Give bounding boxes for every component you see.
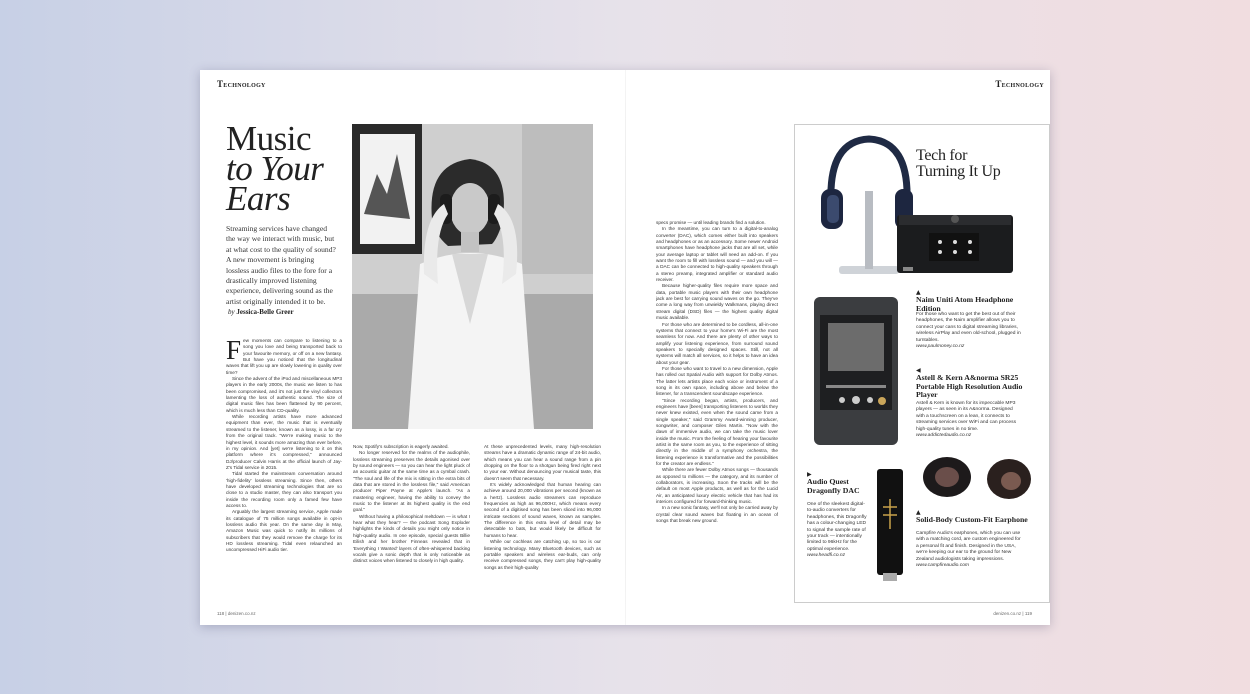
body-column-4 (656, 220, 778, 600)
body-column-1 (226, 338, 342, 606)
standfirst: Streaming services have changed the way we interact with music, but at what cost to the quality of sound? A new movement is bringing lossless audio files to the fore for a drastically improved listening experience, delivering sound as the artist originally intended it to be. (226, 224, 336, 306)
naim-amplifier-image (895, 207, 1017, 279)
product-sidebar (794, 124, 1050, 603)
col2-para-1: Now, Spotify's subscription is eagerly awaited. (353, 444, 449, 449)
page-gutter (625, 70, 626, 625)
byline-prefix: by (228, 308, 235, 316)
article-headline (226, 119, 356, 218)
triangle-left-icon: ◀ (916, 367, 921, 374)
product-2-name: ◀ Astell & Kern A&norma SR25 Portable High Resolution Audio Player (916, 367, 1036, 400)
product-1-url[interactable]: www.paulmoney.co.nz (916, 344, 965, 350)
col4-para-3: Because higher-quality files require more space and data, portable music players with their own headphone jack are best for carrying sound waves on the go. They've come a long way from unwieldy Walkmans, playing direct stream digital (DSD) files — the highest quality digital music available. (656, 283, 778, 321)
section-label-left: Technology (217, 79, 266, 89)
product-2-url[interactable]: www.addictedaudio.co.nz (916, 433, 972, 439)
folio-left: 118 | denizen.co.nz (217, 611, 256, 616)
byline-author: Jessica-Belle Greer (236, 308, 294, 316)
product-1-name: ▲ Naim Uniti Atom Headphone Edition (916, 289, 1036, 313)
product-1-desc: For those who want to get the best out of their headphones, the Naim amplifier allows you to connect your cans to digital streaming libraries, wireless AirPlay and even old-school, plugged in turntables. www.paulmoney.co.nz (916, 312, 1021, 350)
col2-para-3: Without having a philosophical meltdown — is what I hear what they hear? — the podcast Song Exploder highlights the kinds of details you might only notice in high-quality audio. In one episode, special guests Billie Eilish and her brother Finneas revealed that in 'Everything I Wanted' layers of often-whispered backing vocals give a sonic depth that is only noticeable as distinct voices when listened to closely in high quality. (353, 513, 470, 564)
section-label-right: Technology (995, 79, 1044, 89)
headline-line-1: Music (226, 119, 311, 158)
col3-para-2: It's widely acknowledged that human hearing can achieve around 20,000 vibrations per second (known as a hertz). Lossless audio streamers can reproduce frequencies as high as 96,000Hz, which means every second of a digitised song has been sliced into 96,000 intricate sections of sound waves, known as samples. The difference in this extra level of detail may be detectable to bats, but would likely be difficult for humans to hear. (484, 482, 601, 538)
body-column-2 (353, 444, 470, 609)
col1-para-1-text: ew moments can compare to listening to a song you love and being transported back to your favourite memory, or off on a new fantasy. But have you noticed that the longitudinal waves that lift you up are slowly lowering in quality over time? (226, 338, 342, 375)
col1-para-3: While recording artists have more advanced equipment than ever, the music that is eventually streamed to the listener, known as a lossy, is a far cry from the original track. "We're making music to the highest level, it sounds more amazing than ever before, in my opinion. And [yet] we're listening to it on this platform where it's compressed," announced DJ/producer Calvin Harris at the official launch of Jay-Z's Tidal service in 2015. (226, 414, 342, 470)
product-3-desc: One of the sleekest digital-to-audio converters for headphones, this Dragonfly has a colour-changing LED to signal the sample rate of your track — intentionally limited to 96kHz for the optimal experience. www.headfi.co.nz (807, 502, 867, 559)
woman-with-headphones-illustration (352, 124, 593, 429)
article-photo (352, 124, 593, 429)
col3-para-1: At these unprecedented levels, many high-resolution streams have a dramatic dynamic range of 24-bit audio, which means you can hear a sound range from a pin dropping on the floor to a shotgun being fired right next to your ear. Without denouncing your musical taste, this doesn't seem that necessary. (484, 444, 601, 481)
astell-kern-player-image (812, 295, 900, 447)
sidebar-title-line-2: Turning It Up (916, 163, 1001, 180)
col4-para-6: "Since recording began, artists, producers, and engineers have [been] transporting listeners to worlds they never knew existed, even when the sound came from a single speaker," said Grammy Award-winning producer, songwriter, and composer Giles Martin. "Now with the dawn of immersive audio, we can take the music lover inside the music. From the feeling of hearing your favourite artist in the same room as you, to the experience of sitting directly in the middle of a symphony orchestra, the listening experience is transformative and the possibilities for the creator are endless." (656, 397, 778, 467)
headline-line-2: to Your (226, 149, 324, 188)
col1-para-2: Since the advent of the iPod and miscellaneous MP3 players in the early 2000s, the music we listen to has been compromised, and it's not just the vinyl collectors lamenting the loss of authentic sound. The size of digital music files has been flattened by 90 percent, which is much less than CD-quality. (226, 376, 342, 413)
col4-para-7: While there are fewer Dolby Atmos songs — thousands as opposed to millions — the category, and its number of collaborators, is increasing. Soon the tracks will be the default on most Apple products, as well as for the Lucid Air, an anticipated luxury electric vehicle that has had its interiors configured for forward-thinking music. (656, 467, 778, 505)
product-4-url[interactable]: www.campfireaudio.com (916, 563, 970, 569)
product-2-desc: Astell & Kern is known for its impeccable MP3 players — as seen in its A&norma. Designed with a touchscreen on a lean, it connects to streaming services over WiFi and can process high-quality tunes in no time. www.addictedaudio.co.nz (916, 401, 1021, 439)
dragonfly-dac-image (871, 469, 909, 581)
col4-para-5: For those who want to travel to a new dimension, Apple has rolled out Spatial Audio with support for Dolby Atmos. The latter lets artists place each voice or instrument of a song in its own space, including above and below the listener, for a transcendent soundscape experience. (656, 365, 778, 397)
col4-para-1: specs promise — until leading brands find a solution. (656, 220, 766, 225)
product-4-name: ▲ Solid-Body Custom-Fit Earphone (916, 509, 1036, 525)
byline (228, 308, 294, 316)
product-3-url[interactable]: www.headfi.co.nz (807, 553, 846, 559)
drop-cap: F (226, 338, 242, 365)
col4-para-4: For those who are determined to be cordless, all-in-one systems that connect to your home's Wi-Fi are the most seamless for now. And there are plenty of other ways to amplify your listening experience, from surround sound speakers to specially designed spaces. Still, not all systems will match all services, so it helps to have an idea about your gear. (656, 321, 778, 365)
headline-line-3: Ears (226, 179, 291, 218)
sidebar-title-line-1: Tech for (916, 147, 968, 164)
folio-right: denizen.co.nz | 119 (993, 611, 1032, 616)
triangle-up-icon: ▲ (916, 289, 921, 296)
campfire-earphones-image (919, 453, 1037, 503)
magazine-spread (200, 70, 1050, 625)
col4-para-2: In the meantime, you can turn to a digital-to-analog converter (DAC), which comes either built into speakers and headphones or as an accessory. Some newer Android smartphones have headphone jacks that are all set, while your average laptop or tablet will need an add-on. If you want the room to fill with lossless sound — and you will — a DAC can be connected to high-quality speakers through a stereo preamp, integrated amplifier or standard audio receiver. (656, 226, 778, 283)
sidebar-title (916, 148, 1000, 180)
col1-para-4: Tidal started the mainstream conversation around 'high-fidelity' lossless streaming. Since then, others have developed streaming technologies that are so close to a studio master, they can also transport you inside the recording room only a famed few have access to. (226, 471, 342, 508)
product-4-desc: Campfire Audio's earphones, which you can use with a matching cord, are custom engineered for a personal fit and finish. Designed in the USA, we're keeping our ear to the ground for New Zealand audiologists taking impressions. www.campfireaudio.com (916, 531, 1024, 569)
triangle-up-icon: ▲ (916, 509, 921, 516)
col1-para-1 (226, 338, 342, 376)
col2-para-2: No longer reserved for the realms of the audiophile, lossless streaming preserves the details agonised over by sound engineers — so you can hear the light pluck of an acoustic guitar at the same time as a cymbal crash. "The soul and life of the mix is sitting in the extra bits of data that are stored in the lossless file," said American producer Piper Payne at Apple's launch. "As a mastering engineer, having the ability to convey the music to the listener at its highest quality is the end goal." (353, 450, 470, 513)
product-3-name: ▶ Audio Quest Dragonfly DAC (807, 471, 867, 495)
triangle-right-icon: ▶ (807, 471, 812, 478)
col3-para-3: While our cochleas are catching up, so too is our listening technology. Many Bluetooth devices, such as portable speakers and wireless ear-buds, can only receive compressed songs, they can't play high-quality songs as their high-quality (484, 539, 601, 570)
body-column-3 (484, 444, 601, 609)
col1-para-5: Arguably the largest streaming service, Apple made its catalogue of 75 million songs available in opt-in lossless audio this year. On the same day in May, Amazon Music was quick to notify its millions of subscribers that they would remove the charge for its HD lossless streaming. Tidal even relaunched an uncompressed HiFi audio tier. (226, 509, 342, 553)
col4-para-8: In a new sonic fantasy, we'll not only be carried away by crystal clear sound waves but floating in an ocean of songs that break new ground. (656, 505, 778, 524)
